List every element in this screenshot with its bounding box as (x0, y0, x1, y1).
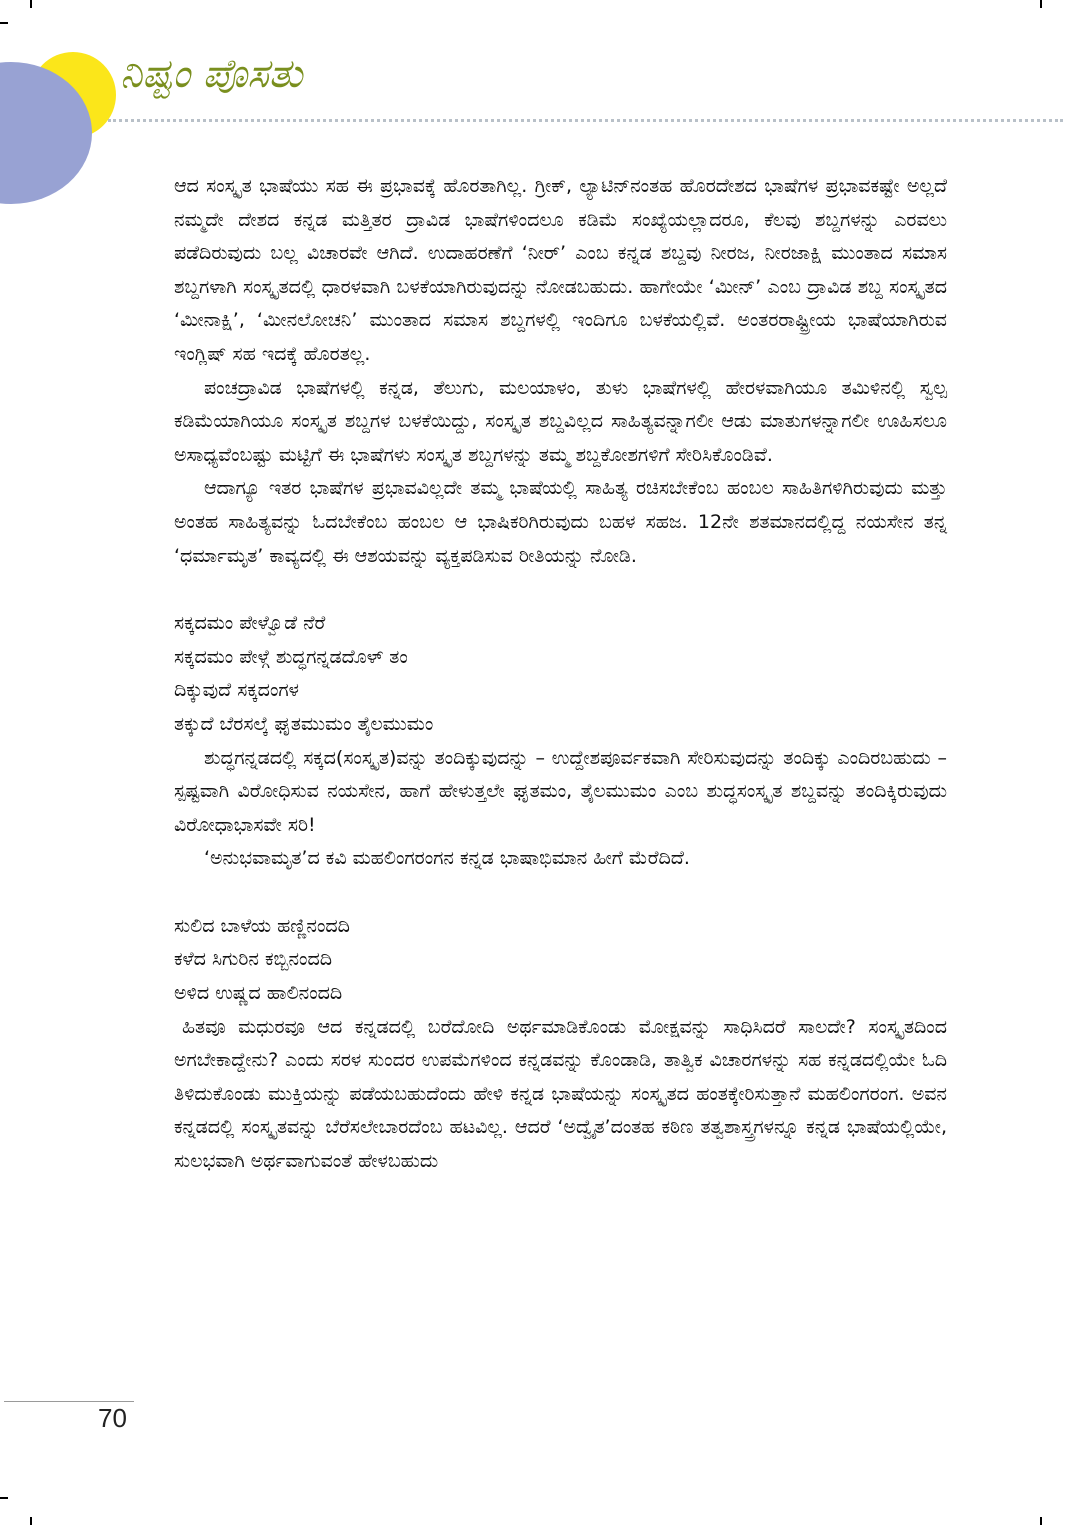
crop-mark-bottom-left (30, 1517, 32, 1525)
crop-mark-top-left (30, 0, 32, 8)
page-number: 70 (98, 1403, 127, 1433)
verse-line: ಸಕ್ಕದಮಂ ಪೇಳ್ವೊಡೆ ನೆರೆ (174, 612, 326, 635)
verse-line: ಸಕ್ಕದಮಂ ಪೇಳ್ಗೆ ಶುದ್ಧಗನ್ನಡದೊಳ್ ತಂ (174, 645, 408, 668)
verse-line: ಕಳೆದ ಸಿಗುರಿನ ಕಬ್ಬಿನಂದದಿ (174, 948, 332, 971)
paragraph: ಆದಾಗ್ಯೂ ಇತರ ಭಾಷೆಗಳ ಪ್ರಭಾವವಿಲ್ಲದೇ ತಮ್ಮ ಭಾಷೆಯಲ್ಲಿ ಸಾಹಿತ್ಯ ರಚಿಸಬೇಕೆಂಬ ಹಂಬಲ ಸಾಹಿತಿಗಳಿಗಿರುವುದು ಮತ್ತು ಅಂತಹ ಸಾಹಿತ್ಯವನ್ನು ಓದಬೇಕೆಂಬ ಹಂಬಲ ಆ ಭಾಷಿಕರಿಗಿರುವುದು ಬಹಳ ಸಹಜ. 12ನೇ ಶತಮಾನದಲ್ಲಿದ್ದ ನಯಸೇನ ತನ್ನ ‘ಧರ್ಮಾಮೃತ’ ಕಾವ್ಯದಲ್ಲಿ ಈ ಆಶಯವನ್ನು ವ್ಯಕ್ತಪಡಿಸುವ ರೀತಿಯನ್ನು ನೋಡಿ. (174, 477, 947, 567)
footer-divider (4, 1401, 134, 1402)
crop-mark-left-bottom (0, 1497, 8, 1499)
crop-mark-top-right (1040, 0, 1042, 8)
paragraph: ಪಂಚದ್ರಾವಿಡ ಭಾಷೆಗಳಲ್ಲಿ ಕನ್ನಡ, ತೆಲುಗು, ಮಲಯಾಳಂ, ತುಳು ಭಾಷೆಗಳಲ್ಲಿ ಹೇರಳವಾಗಿಯೂ ತಮಿಳಿನಲ್ಲಿ ಸ್ವಲ್ಪ ಕಡಿಮೆಯಾಗಿಯೂ ಸಂಸ್ಕೃತ ಶಬ್ದಗಳ ಬಳಕೆಯಿದ್ದು, ಸಂಸ್ಕೃತ ಶಬ್ದವಿಲ್ಲದ ಸಾಹಿತ್ಯವನ್ನಾಗಲೀ ಆಡು ಮಾತುಗಳನ್ನಾಗಲೀ ಊಹಿಸಲೂ ಅಸಾಧ್ಯವೆಂಬಷ್ಟು ಮಟ್ಟಿಗೆ ಈ ಭಾಷೆಗಳು ಸಂಸ್ಕೃತ ಶಬ್ದಗಳನ್ನು ತಮ್ಮ ಶಬ್ದಕೋಶಗಳಿಗೆ ಸೇರಿಸಿಕೊಂಡಿವೆ. (174, 376, 947, 466)
article-body (174, 170, 947, 1179)
paragraph: ‘ಅನುಭವಾಮೃತ’ದ ಕವಿ ಮಹಲಿಂಗರಂಗನ ಕನ್ನಡ ಭಾಷಾಭಿಮಾನ ಹೀಗೆ ಮೆರೆದಿದೆ. (204, 847, 690, 870)
crop-mark-bottom-right (1040, 1517, 1042, 1525)
verse-line: ತಕ್ಕುದೆ ಬೆರಸಲ್ಕೆ ಘೃತಮುಮಂ ತೈಲಮುಮಂ (174, 712, 434, 735)
section-title: ನಿಷ್ಟಂ ಪೊಸತು (120, 51, 303, 97)
header-dotted-divider (108, 119, 1063, 122)
paragraph: ಶುದ್ಧಗನ್ನಡದಲ್ಲಿ ಸಕ್ಕದ(ಸಂಸ್ಕೃತ)ವನ್ನು ತಂದಿಕ್ಕುವುದನ್ನು – ಉದ್ದೇಶಪೂರ್ವಕವಾಗಿ ಸೇರಿಸುವುದನ್ನು ತಂದಿಕ್ಕು ಎಂದಿರಬಹುದು – ಸ್ಪಷ್ಟವಾಗಿ ವಿರೋಧಿಸುವ ನಯಸೇನ, ಹಾಗೆ ಹೇಳುತ್ತಲೇ ಘೃತಮಂ, ತೈಲಮುಮಂ ಎಂಬ ಶುದ್ಧಸಂಸ್ಕೃತ ಶಬ್ದವನ್ನು ತಂದಿಕ್ಕಿರುವುದು ವಿರೋಧಾಭಾಸವೇ ಸರಿ! (174, 746, 947, 836)
verse-line: ದಿಕ್ಕುವುದೆ ಸಕ್ಕದಂಗಳ (174, 679, 299, 702)
verse-line: ಸುಲಿದ ಬಾಳೆಯ ಹಣ್ಣಿನಂದದಿ (174, 914, 350, 937)
paragraph: ಹಿತವೂ ಮಧುರವೂ ಆದ ಕನ್ನಡದಲ್ಲಿ ಬರೆದೋದಿ ಅರ್ಥಮಾಡಿಕೊಂಡು ಮೋಕ್ಷವನ್ನು ಸಾಧಿಸಿದರೆ ಸಾಲದೇ? ಸಂಸ್ಕೃತದಿಂದ ಅಗಬೇಕಾದ್ದೇನು? ಎಂದು ಸರಳ ಸುಂದರ ಉಪಮೆಗಳಿಂದ ಕನ್ನಡವನ್ನು ಕೊಂಡಾಡಿ, ತಾತ್ವಿಕ ವಿಚಾರಗಳನ್ನು ಸಹ ಕನ್ನಡದಲ್ಲಿಯೇ ಓದಿ ತಿಳಿದುಕೊಂಡು ಮುಕ್ತಿಯನ್ನು ಪಡೆಯಬಹುದೆಂದು ಹೇಳಿ ಕನ್ನಡ ಭಾಷೆಯನ್ನು ಸಂಸ್ಕೃತದ ಹಂತಕ್ಕೇರಿಸುತ್ತಾನೆ ಮಹಲಿಂಗರಂಗ. ಅವನ ಕನ್ನಡದಲ್ಲಿ ಸಂಸ್ಕೃತವನ್ನು ಬೆರೆಸಲೇಬಾರದೆಂಬ ಹಟವಿಲ್ಲ. ಆದರೆ ‘ಅದ್ವೈತ’ದಂತಹ ಕಠಿಣ ತತ್ವಶಾಸ್ತ್ರಗಳನ್ನೂ ಕನ್ನಡ ಭಾಷೆಯಲ್ಲಿಯೇ, ಸುಲಭವಾಗಿ ಅರ್ಥವಾಗುವಂತೆ ಹೇಳಬಹುದು (174, 1015, 947, 1173)
verse-line: ಅಳಿದ ಉಷ್ಣದ ಹಾಲಿನಂದದಿ (174, 982, 343, 1005)
paragraph: ಆದ ಸಂಸ್ಕೃತ ಭಾಷೆಯು ಸಹ ಈ ಪ್ರಭಾವಕ್ಕೆ ಹೊರತಾಗಿಲ್ಲ. ಗ್ರೀಕ್, ಲ್ಯಾಟಿನ್‌ನಂತಹ ಹೊರದೇಶದ ಭಾಷೆಗಳ ಪ್ರಭಾವಕಷ್ಟೇ ಅಲ್ಲದೆ ನಮ್ಮದೇ ದೇಶದ ಕನ್ನಡ ಮತ್ತಿತರ ದ್ರಾವಿಡ ಭಾಷೆಗಳಿಂದಲೂ ಕಡಿಮೆ ಸಂಖ್ಯೆಯಲ್ಲಾದರೂ, ಕೆಲವು ಶಬ್ದಗಳನ್ನು ಎರವಲು ಪಡೆದಿರುವುದು ಬಲ್ಲ ವಿಚಾರವೇ ಆಗಿದೆ. ಉದಾಹರಣೆಗೆ ‘ನೀರ್’ ಎಂಬ ಕನ್ನಡ ಶಬ್ದವು ನೀರಜ, ನೀರಜಾಕ್ಷಿ ಮುಂತಾದ ಸಮಾಸ ಶಬ್ದಗಳಾಗಿ ಸಂಸ್ಕೃತದಲ್ಲಿ ಧಾರಳವಾಗಿ ಬಳಕೆಯಾಗಿರುವುದನ್ನು ನೋಡಬಹುದು. ಹಾಗೇಯೇ ‘ಮೀನ್’ ಎಂಬ ದ್ರಾವಿಡ ಶಬ್ದ ಸಂಸ್ಕೃತದ ‘ಮೀನಾಕ್ಷಿ’, ‘ಮೀನಲೋಚನಿ’ ಮುಂತಾದ ಸಮಾಸ ಶಬ್ದಗಳಲ್ಲಿ ಇಂದಿಗೂ ಬಳಕೆಯಲ್ಲಿವೆ. ಅಂತರರಾಷ್ಟ್ರೀಯ ಭಾಷೆಯಾಗಿರುವ ಇಂಗ್ಲಿಷ್ ಸಹ ಇದಕ್ಕೆ ಹೊರತಲ್ಲ. (174, 175, 947, 365)
crop-mark-left-top (0, 22, 8, 24)
